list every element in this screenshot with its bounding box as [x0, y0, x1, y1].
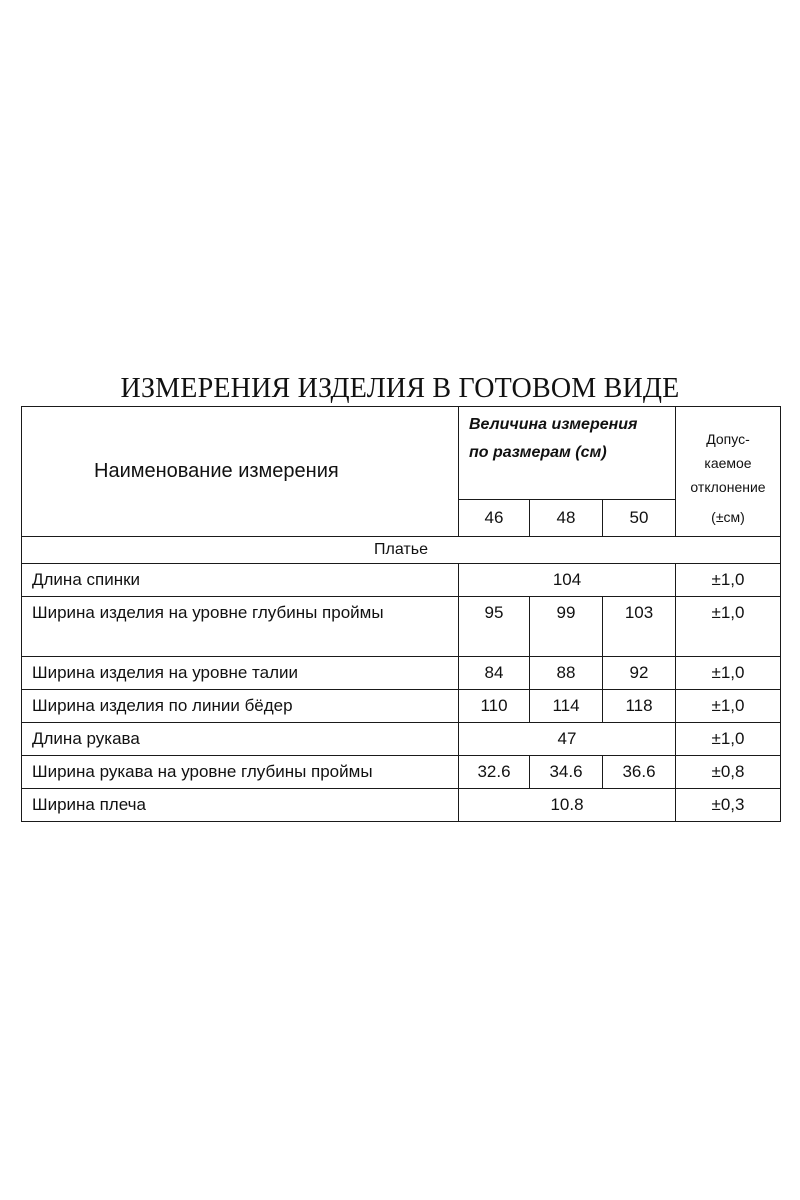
table-row [22, 597, 781, 657]
row-value-size-50: 118 [603, 690, 676, 723]
header-row [22, 407, 781, 500]
row-value-size-50: 36.6 [603, 756, 676, 789]
row-value-size-50: 103 [603, 597, 676, 657]
section-title: Платье [22, 537, 781, 564]
row-tolerance: ±0,8 [676, 756, 781, 789]
row-tolerance: ±1,0 [676, 657, 781, 690]
tolerance-header-line-2: каемое [704, 455, 752, 471]
size-group-header-line-1: Величина измерения [469, 416, 638, 433]
row-value-size-48: 114 [530, 690, 603, 723]
table-row [22, 690, 781, 723]
row-value-size-48: 34.6 [530, 756, 603, 789]
row-value-all-sizes: 47 [459, 723, 676, 756]
row-tolerance: ±1,0 [676, 723, 781, 756]
measurement-name-header: Наименование измерения [22, 407, 459, 537]
size-header-50: 50 [603, 500, 676, 537]
section-row [22, 537, 781, 564]
row-tolerance: ±0,3 [676, 789, 781, 822]
tolerance-header-line-3: отклонение [690, 479, 766, 495]
document-title: ИЗМЕРЕНИЯ ИЗДЕЛИЯ В ГОТОВОМ ВИДЕ [120, 373, 680, 404]
row-value-size-48: 99 [530, 597, 603, 657]
table-row [22, 657, 781, 690]
tolerance-header-line-4: (±см) [711, 509, 745, 525]
row-value-all-sizes: 10.8 [459, 789, 676, 822]
size-group-header [459, 407, 676, 500]
measurements-table [21, 406, 781, 822]
row-value-size-50: 92 [603, 657, 676, 690]
row-value-size-46: 84 [459, 657, 530, 690]
row-name: Ширина изделия на уровне талии [22, 657, 459, 690]
table-row [22, 789, 781, 822]
row-value-all-sizes: 104 [459, 564, 676, 597]
row-tolerance: ±1,0 [676, 564, 781, 597]
table-row [22, 756, 781, 789]
row-value-size-48: 88 [530, 657, 603, 690]
row-tolerance: ±1,0 [676, 690, 781, 723]
row-name: Ширина рукава на уровне глубины проймы [22, 756, 459, 789]
table-row [22, 564, 781, 597]
row-name: Ширина изделия по линии бёдер [22, 690, 459, 723]
row-tolerance: ±1,0 [676, 597, 781, 657]
row-name: Длина рукава [22, 723, 459, 756]
table-row [22, 723, 781, 756]
tolerance-header [676, 407, 781, 537]
size-group-header-line-2: по размерам (см) [469, 444, 607, 461]
row-value-size-46: 32.6 [459, 756, 530, 789]
row-value-size-46: 95 [459, 597, 530, 657]
size-header-48: 48 [530, 500, 603, 537]
size-header-46: 46 [459, 500, 530, 537]
tolerance-header-line-1: Допус- [706, 431, 750, 447]
row-name: Длина спинки [22, 564, 459, 597]
row-name: Ширина изделия на уровне глубины проймы [22, 597, 459, 657]
row-value-size-46: 110 [459, 690, 530, 723]
row-name: Ширина плеча [22, 789, 459, 822]
